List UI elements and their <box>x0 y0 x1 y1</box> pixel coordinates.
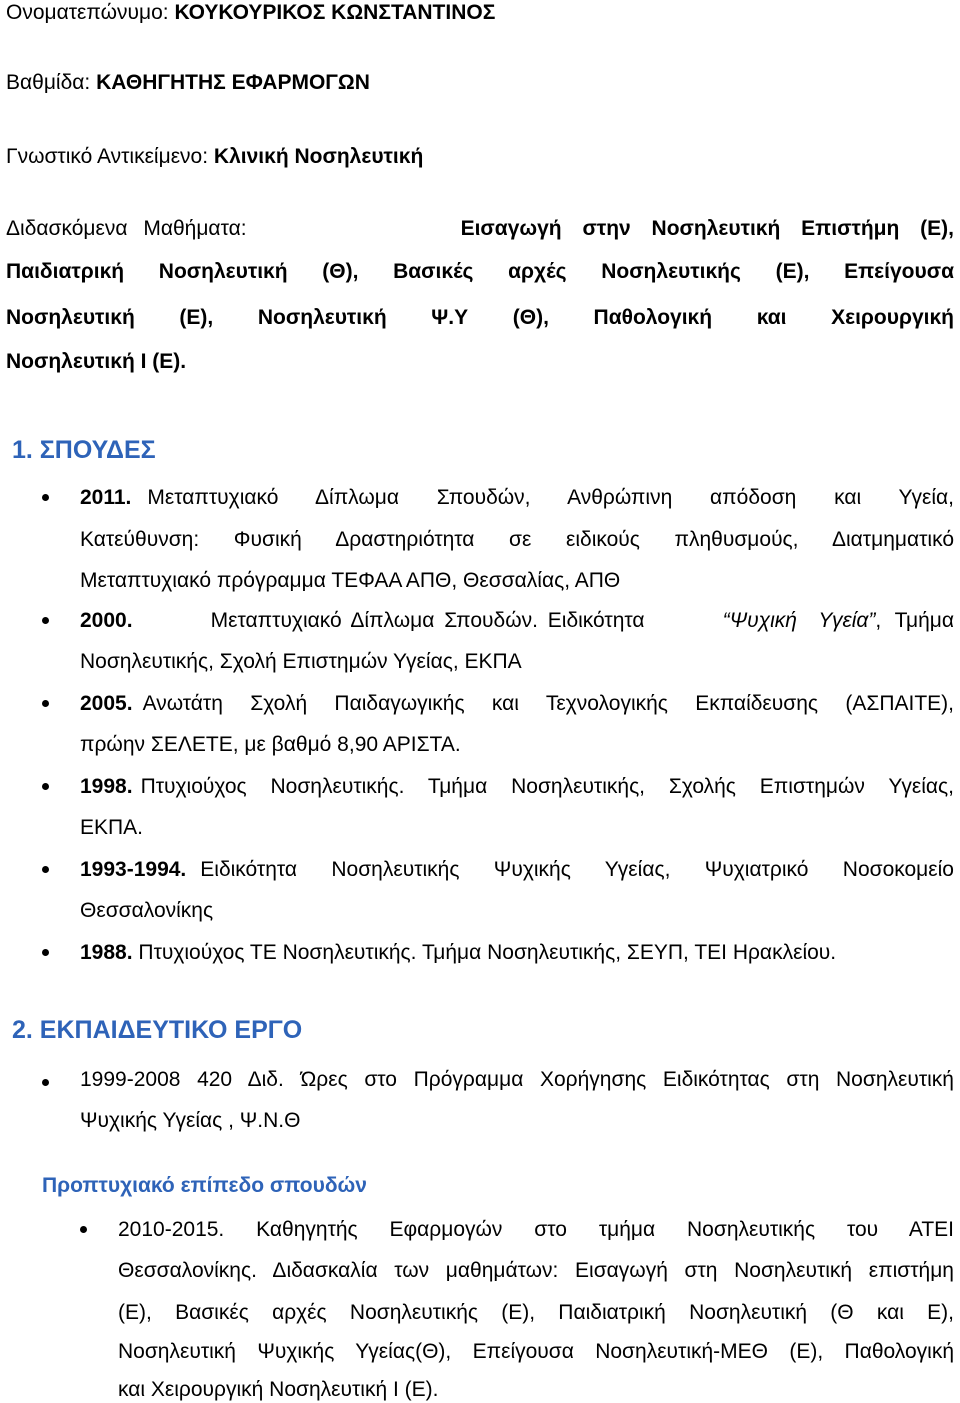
item-emphasis: “Ψυχική Υγεία” <box>722 609 876 632</box>
teaching-item-1-line-1: 1999-2008 420 Διδ. Ώρες στο Πρόγραμμα Χορήγησης Ειδικότητας στη Νοσηλευτική <box>80 1068 954 1091</box>
list-item-2011-line-1 <box>80 485 954 511</box>
list-item-2005-line-1 <box>80 691 954 717</box>
courses-line-2: Παιδιατρική Νοσηλευτική (Θ), Βασικές αρχές Νοσηλευτικής (Ε), Επείγουσα <box>6 260 954 283</box>
bullet-icon <box>42 1079 49 1086</box>
list-item-1993-line-2: Θεσσαλονίκης <box>80 899 214 922</box>
bullet-icon <box>42 700 49 707</box>
name-line <box>6 0 495 26</box>
item-year: 1988. <box>80 941 133 964</box>
courses-label: Διδασκόμενα Μαθήματα: <box>6 217 247 240</box>
field-value: Κλινική Νοσηλευτική <box>213 145 424 168</box>
courses-line-4: Νοσηλευτική Ι (Ε). <box>6 350 187 373</box>
bullet-icon <box>42 783 49 790</box>
list-item-1988-line-1 <box>80 940 836 966</box>
list-item-2011-line-2: Κατεύθυνση: Φυσική Δραστηριότητα σε ειδικούς πληθυσμούς, Διατμηματικό <box>80 528 954 551</box>
item-text: Ανωτάτη Σχολή Παιδαγωγικής και Τεχνολογικής Εκπαίδευσης (ΑΣΠΑΙΤΕ), <box>142 692 954 715</box>
courses-line-1 <box>6 216 954 242</box>
item-year: 1998. <box>80 775 133 798</box>
teaching-item-2-line-5: και Χειρουργική Νοσηλευτική Ι (Ε). <box>118 1378 439 1401</box>
bullet-icon <box>42 494 49 501</box>
name-value: ΚΟΥΚΟΥΡΙΚΟΣ ΚΩΝΣΤΑΝΤΙΝΟΣ <box>174 1 496 24</box>
courses-line-3: Νοσηλευτική (Ε), Νοσηλευτική Ψ.Υ (Θ), Παθολογική και Χειρουργική <box>6 306 954 329</box>
teaching-item-2-line-2: Θεσσαλονίκης. Διδασκαλία των μαθημάτων: Εισαγωγή στη Νοσηλευτική επιστήμη <box>118 1259 954 1282</box>
rank-value: ΚΑΘΗΓΗΤΗΣ ΕΦΑΡΜΟΓΩΝ <box>96 71 370 94</box>
item-year: 2005. <box>80 692 133 715</box>
list-item-2005-line-2: πρώην ΣΕΛΕΤΕ, με βαθμό 8,90 ΑΡΙΣΤΑ. <box>80 733 461 756</box>
teaching-item-1-line-2: Ψυχικής Υγείας , Ψ.Ν.Θ <box>80 1109 301 1132</box>
courses-value-1: Εισαγωγή στην Νοσηλευτική Επιστήμη (Ε), <box>460 217 954 240</box>
list-item-1998-line-1 <box>80 774 954 800</box>
bullet-icon <box>42 949 49 956</box>
rank-line <box>6 70 370 96</box>
teaching-item-2-line-4: Νοσηλευτική Ψυχικής Υγείας(Θ), Επείγουσα Νοσηλευτική-ΜΕΘ (Ε), Παθολογική <box>118 1340 954 1363</box>
list-item-2011-line-3: Μεταπτυχιακό πρόγραμμα ΤΕΦΑΑ ΑΠΘ, Θεσσαλίας, ΑΠΘ <box>80 569 621 592</box>
item-text: Ειδικότητα Νοσηλευτικής Ψυχικής Υγείας, Ψυχιατρικό Νοσοκομείο <box>200 858 954 881</box>
list-item-1998-line-2: ΕΚΠΑ. <box>80 816 144 839</box>
item-year: 2000. <box>80 609 133 632</box>
name-label: Ονοματεπώνυμο: <box>6 1 169 24</box>
field-line <box>6 144 423 170</box>
undergraduate-subheading: Προπτυχιακό επίπεδο σπουδών <box>42 1174 367 1197</box>
list-item-2000-line-2: Νοσηλευτικής, Σχολή Επιστημών Υγείας, ΕΚΠΑ <box>80 650 522 673</box>
item-year: 1993-1994. <box>80 858 187 881</box>
bullet-icon <box>42 866 49 873</box>
field-label: Γνωστικό Αντικείμενο: <box>6 145 209 168</box>
item-year: 2011. <box>80 486 132 509</box>
item-text-tail: , Τμήμα <box>875 609 954 632</box>
teaching-item-2-line-1: 2010-2015. Καθηγητής Εφαρμογών στο τμήμα Νοσηλευτικής του ΑΤΕΙ <box>118 1218 954 1241</box>
rank-label: Βαθμίδα: <box>6 71 91 94</box>
section-heading-studies: 1. ΣΠΟΥΔΕΣ <box>12 436 156 464</box>
item-text: Πτυχιούχος Νοσηλευτικής. Τμήμα Νοσηλευτικής, Σχολής Επιστημών Υγείας, <box>140 775 954 798</box>
item-text: Πτυχιούχος ΤΕ Νοσηλευτικής. Τμήμα Νοσηλευτικής, ΣΕΥΠ, ΤΕΙ Ηρακλείου. <box>138 941 837 964</box>
item-text: Μεταπτυχιακό Δίπλωμα Σπουδών, Ανθρώπινη απόδοση και Υγεία, <box>147 486 954 509</box>
list-item-2000-line-1 <box>80 608 954 634</box>
bullet-icon <box>42 617 49 624</box>
item-text: Μεταπτυχιακό Δίπλωμα Σπουδών. Ειδικότητα <box>210 609 645 632</box>
bullet-icon <box>80 1226 87 1233</box>
teaching-item-2-line-3: (Ε), Βασικές αρχές Νοσηλευτικής (Ε), Παιδιατρική Νοσηλευτική (Θ και Ε), <box>118 1301 954 1324</box>
list-item-1993-line-1 <box>80 857 954 883</box>
section-heading-teaching: 2. ΕΚΠΑΙΔΕΥΤΙΚΟ ΕΡΓΟ <box>12 1016 303 1044</box>
